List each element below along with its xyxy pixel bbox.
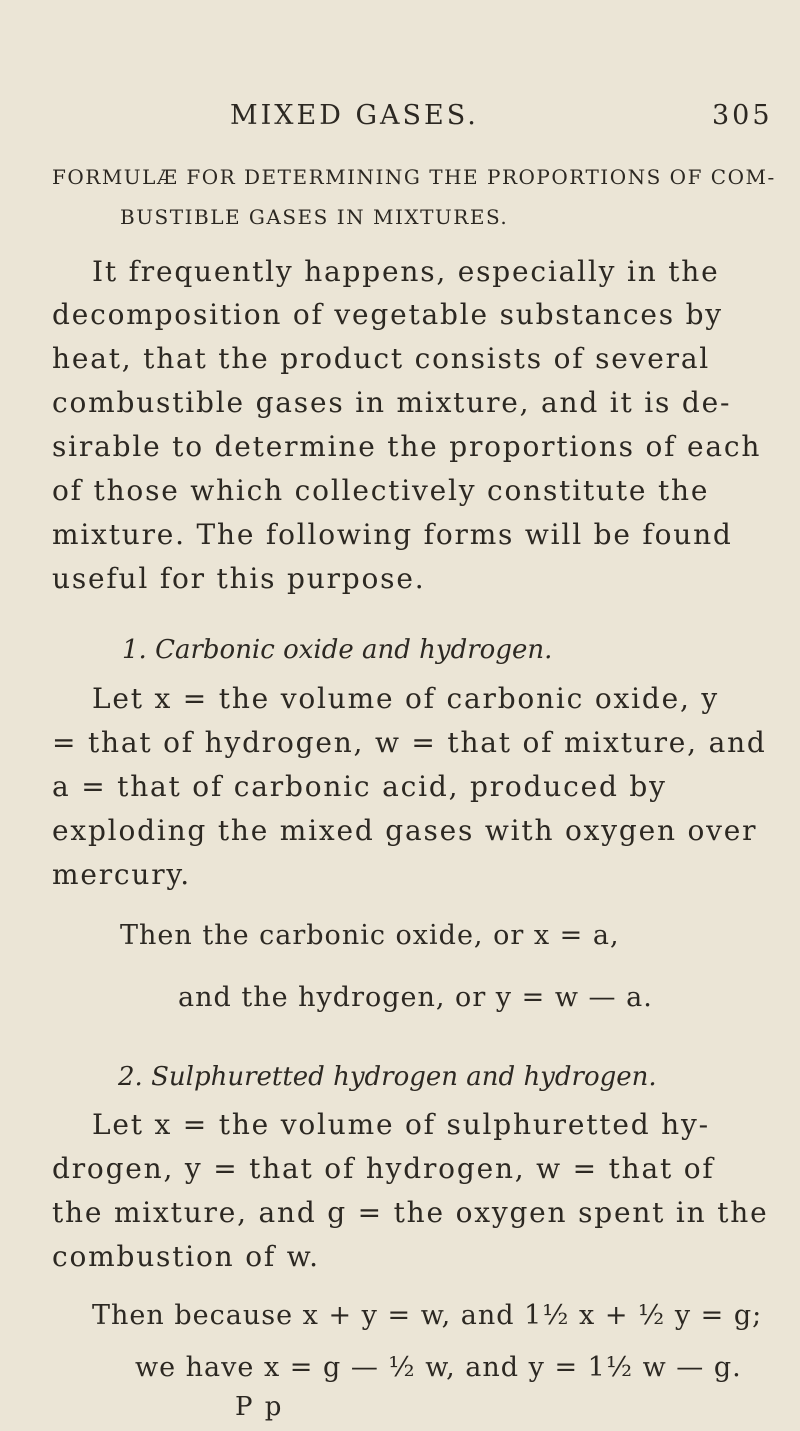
section-2-line-3: the mixture, and g = the oxygen spent in the xyxy=(52,1196,769,1229)
section-2-equation-1: Then because x + y = w, and 1½ x + ½ y = g; xyxy=(92,1300,763,1331)
heading-line-1: FORMULÆ FOR DETERMINING THE PROPORTIONS OF COM- xyxy=(52,165,776,189)
section-2-line-2: drogen, y = that of hydrogen, w = that of xyxy=(52,1152,715,1185)
intro-line-4: combustible gases in mixture, and it is de- xyxy=(52,386,732,419)
section-1-line-4: exploding the mixed gases with oxygen over xyxy=(52,814,758,847)
intro-line-8: useful for this purpose. xyxy=(52,562,426,595)
running-title: MIXED GASES. xyxy=(230,100,479,131)
section-1-equation-2: and the hydrogen, or y = w — a. xyxy=(178,982,653,1013)
section-1-title: 1. Carbonic oxide and hydrogen. xyxy=(122,635,553,665)
section-1-line-2: = that of hydrogen, w = that of mixture, and xyxy=(52,726,767,759)
intro-line-5: sirable to determine the proportions of each xyxy=(52,430,762,463)
section-1-line-5: mercury. xyxy=(52,858,192,891)
section-2-title: 2. Sulphuretted hydrogen and hydrogen. xyxy=(118,1062,657,1092)
intro-line-7: mixture. The following forms will be found xyxy=(52,518,733,551)
page-number: 305 xyxy=(712,100,773,131)
section-1-line-1: Let x = the volume of carbonic oxide, y xyxy=(92,682,719,715)
section-1-line-3: a = that of carbonic acid, produced by xyxy=(52,770,667,803)
intro-line-1: It frequently happens, especially in the xyxy=(92,255,720,288)
section-2-equation-2: we have x = g — ½ w, and y = 1½ w — g. xyxy=(135,1352,742,1383)
intro-line-6: of those which collectively constitute the xyxy=(52,474,710,507)
section-1-equation-1: Then the carbonic oxide, or x = a, xyxy=(120,920,620,951)
section-2-line-1: Let x = the volume of sulphuretted hy- xyxy=(92,1108,710,1141)
signature-mark: P p xyxy=(235,1392,284,1422)
intro-line-3: heat, that the product consists of several xyxy=(52,342,711,375)
intro-line-2: decomposition of vegetable substances by xyxy=(52,298,723,331)
section-2-line-4: combustion of w. xyxy=(52,1240,320,1273)
heading-line-2: BUSTIBLE GASES IN MIXTURES. xyxy=(120,205,509,229)
